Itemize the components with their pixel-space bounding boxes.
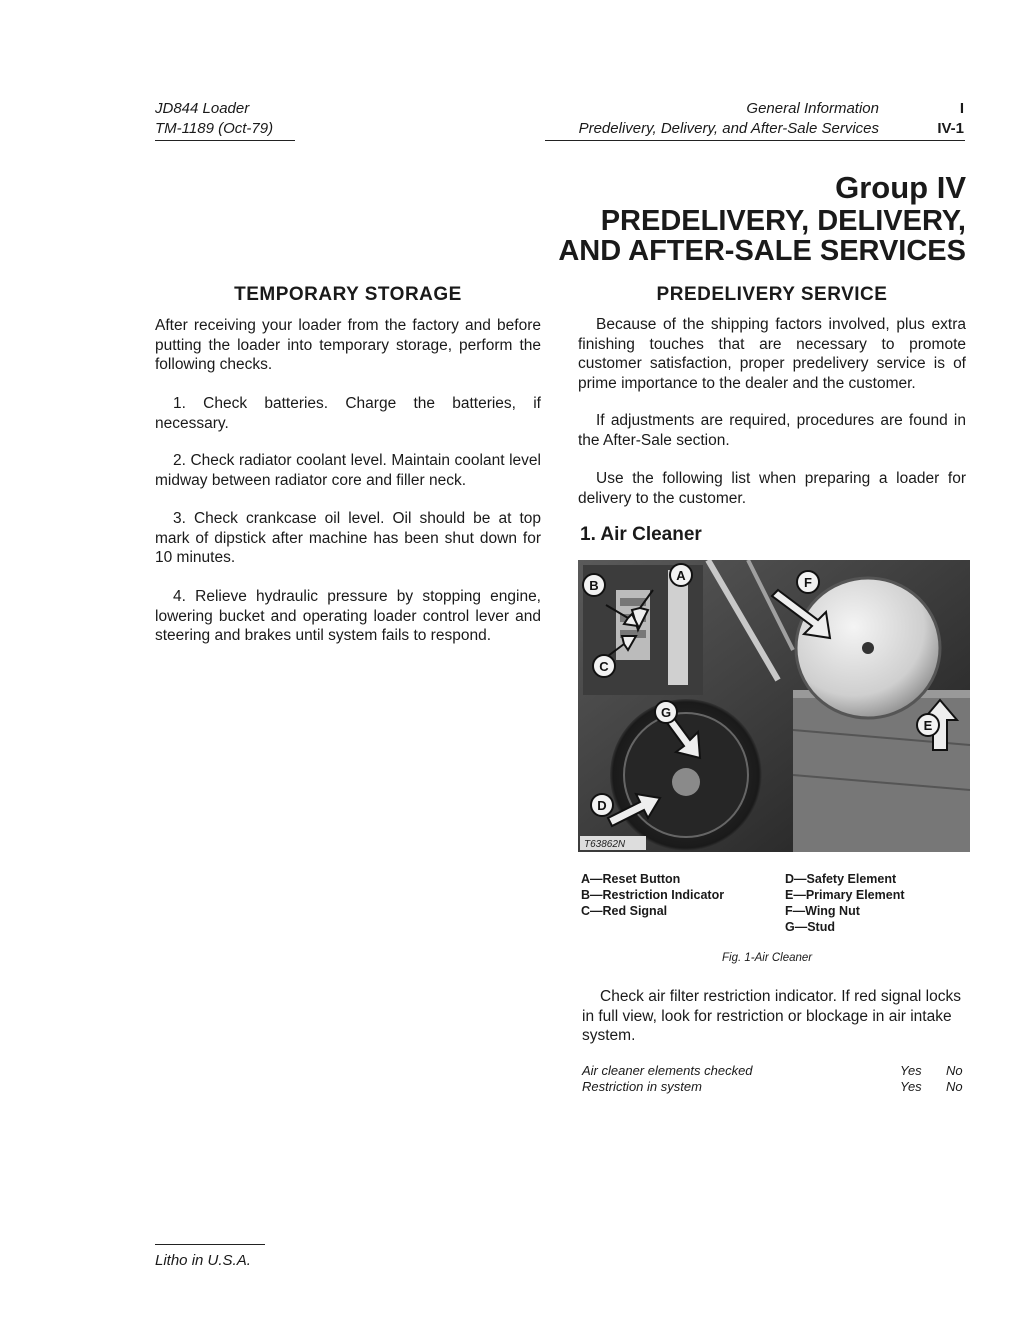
header-page-number: IV-1 (937, 120, 964, 137)
legend-item: E—Primary Element (785, 888, 905, 902)
figure-caption: Fig. 1-Air Cleaner (722, 952, 813, 964)
checklist-no: No (946, 1078, 963, 1094)
legend-item: D—Safety Element (785, 872, 897, 886)
predelivery-heading: PREDELIVERY SERVICE (656, 284, 888, 305)
callout-g: G (660, 705, 672, 720)
legend-left (581, 871, 724, 919)
predelivery-paragraph-2: If adjustments are required, procedures are found in the After-Sale section. (578, 412, 966, 449)
temporary-storage-intro: After receiving your loader from the factory and before putting the loader into temporary storage, perform the following checks. (155, 317, 541, 373)
group-title-line1: PREDELIVERY, DELIVERY, (600, 205, 966, 237)
group-title-line2: AND AFTER-SALE SERVICES (558, 235, 966, 267)
storage-item-4: 4. Relieve hydraulic pressure by stopping engine, lowering bucket and operating loader control lever and steering and brakes until system fails to respond. (155, 588, 541, 644)
checklist-row (582, 1062, 970, 1078)
temporary-storage-heading: TEMPORARY STORAGE (234, 284, 462, 305)
header-manual-number: TM-1189 (Oct-79) (155, 120, 274, 137)
legend-item: F—Wing Nut (785, 904, 860, 918)
header-rule-right (545, 140, 965, 141)
group-label: Group IV (835, 170, 966, 205)
checklist-row (582, 1078, 970, 1094)
legend-right (785, 871, 905, 935)
checklist-no: No (946, 1062, 963, 1078)
air-cleaner-instruction: Check air filter restriction indicator. If red signal locks in full view, look for restriction or blockage in air intake system. (582, 988, 961, 1044)
air-cleaner-photo (578, 560, 970, 852)
header-model: JD844 Loader (155, 100, 250, 117)
callout-e: E (923, 718, 933, 733)
callout-f: F (804, 575, 812, 590)
legend-item: G—Stud (785, 920, 835, 934)
predelivery-paragraph-3: Use the following list when preparing a loader for delivery to the customer. (578, 470, 966, 507)
callout-b: B (589, 578, 599, 593)
checklist-yes: Yes (900, 1062, 922, 1078)
callout-c: C (599, 659, 609, 674)
air-cleaner-photo-drawing (578, 560, 970, 852)
air-cleaner-title: 1. Air Cleaner (580, 524, 702, 545)
header-section-number: I (959, 100, 964, 117)
header-subsection: Predelivery, Delivery, and After-Sale Services (578, 120, 879, 137)
checklist-table (582, 1062, 970, 1094)
footer-text: Litho in U.S.A. (155, 1252, 251, 1269)
predelivery-paragraph-1: Because of the shipping factors involved, plus extra finishing touches that are necessary to promote customer satisfaction, proper predelivery service is of prime importance to the dealer and the customer. (578, 316, 966, 392)
legend-item: A—Reset Button (581, 872, 681, 886)
storage-item-2: 2. Check radiator coolant level. Maintain coolant level midway between radiator core and filler neck. (155, 452, 541, 489)
photo-code: T63862N (584, 839, 626, 850)
header-section: General Information (746, 100, 879, 117)
storage-item-1: 1. Check batteries. Charge the batteries, if necessary. (155, 395, 541, 432)
footer-rule (155, 1244, 265, 1245)
callout-a: A (676, 568, 686, 583)
checklist-item: Air cleaner elements checked (582, 1062, 753, 1078)
header-rule-left (155, 140, 295, 141)
callout-d: D (597, 798, 607, 813)
storage-item-3: 3. Check crankcase oil level. Oil should be at top mark of dipstick after machine has been shut down for 10 minutes. (155, 510, 541, 566)
checklist-yes: Yes (900, 1078, 922, 1094)
checklist-item: Restriction in system (582, 1078, 702, 1094)
legend-item: B—Restriction Indicator (581, 888, 725, 902)
legend-item: C—Red Signal (581, 904, 668, 918)
